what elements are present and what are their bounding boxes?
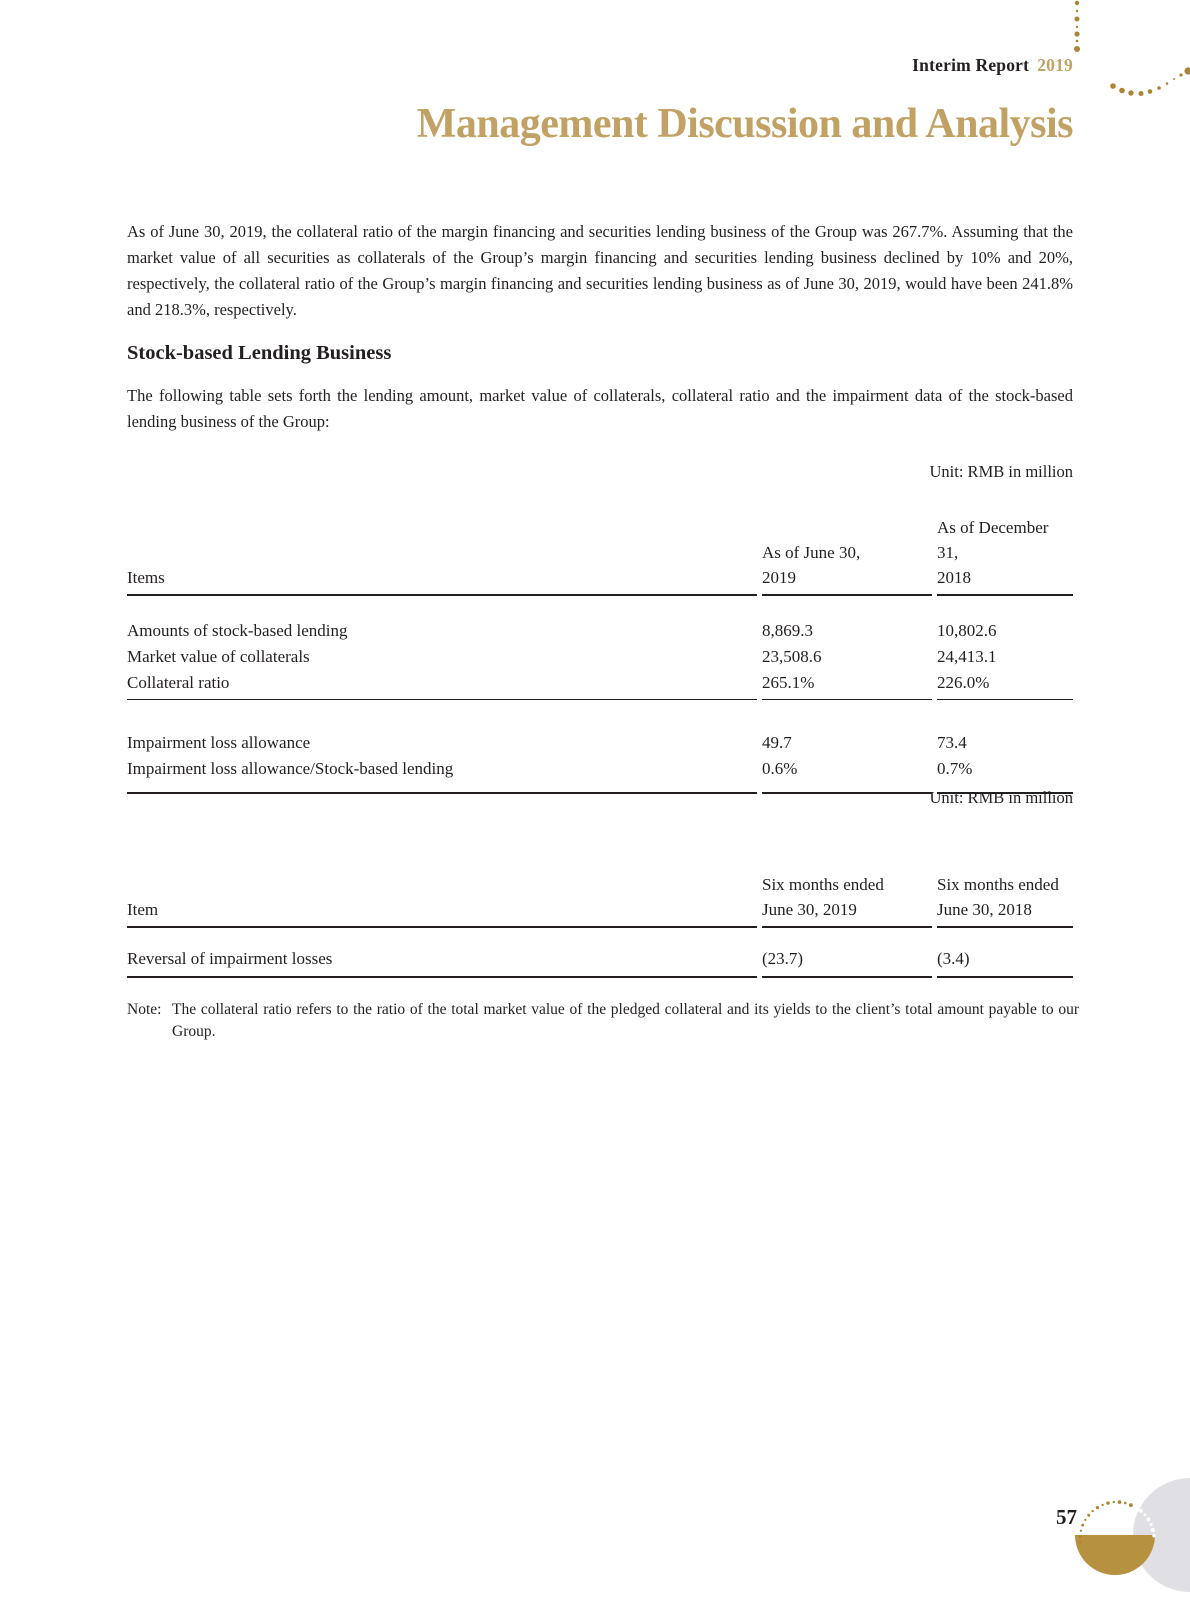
row-label: Reversal of impairment losses	[127, 946, 757, 978]
report-year: 2019	[1037, 55, 1073, 75]
vertical-dot-line	[1074, 1, 1080, 52]
report-header	[912, 55, 1073, 76]
row-label: Market value of collaterals	[127, 647, 310, 666]
row-value-2019: 0.6%	[762, 756, 932, 794]
row-label: Collateral ratio	[127, 670, 757, 700]
row-value-2019: (23.7)	[762, 946, 932, 978]
table-spacer-row	[127, 596, 1073, 618]
table1-col-header-2019: As of June 30, 2019	[762, 503, 932, 596]
row-label: Impairment loss allowance/Stock-based lending	[127, 756, 757, 794]
row-value-2018: 10,802.6	[937, 621, 997, 640]
section-heading: Stock-based Lending Business	[127, 342, 392, 364]
table-row	[127, 670, 1073, 700]
table2-col-header-2018: Six months ended June 30, 2018	[937, 860, 1073, 928]
row-label: Impairment loss allowance	[127, 733, 311, 752]
row-value-2019: 265.1%	[762, 670, 932, 700]
table-spacer-row	[127, 928, 1073, 946]
table1-col-header-2018: As of December 31, 2018	[937, 503, 1073, 596]
row-value-2018: (3.4)	[937, 946, 1073, 978]
bottom-right-corner-decoration	[1040, 1460, 1190, 1615]
row-value-2019: 8,869.3	[762, 621, 813, 640]
table2-col-header-item: Item	[127, 860, 757, 928]
row-value-2018: 226.0%	[937, 670, 1073, 700]
table1-header-row	[127, 503, 1073, 596]
unit-label-table2: Unit: RMB in million	[929, 788, 1073, 807]
table2-col-header-2019: Six months ended June 30, 2019	[762, 860, 932, 928]
footnote	[127, 999, 1079, 1043]
row-value-2018: 0.7%	[937, 756, 1073, 794]
table-row	[127, 946, 1073, 978]
row-value-2019: 49.7	[762, 733, 792, 752]
table1-col-header-items: Items	[127, 503, 757, 596]
table2-header-row	[127, 860, 1073, 928]
footnote-text: The collateral ratio refers to the ratio of the total market value of the pledged collateral and its yields to the client’s total amount payable to our Group.	[172, 1001, 1079, 1040]
row-value-2018: 24,413.1	[937, 647, 997, 666]
impairment-reversal-table	[122, 860, 1078, 978]
section-intro-paragraph: The following table sets forth the lending amount, market value of collaterals, collateral ratio and the impairment data of the stock-based lending business of the Group:	[127, 386, 1073, 431]
table-row	[127, 618, 1073, 644]
page-title: Management Discussion and Analysis	[416, 101, 1073, 147]
row-value-2018: 73.4	[937, 733, 967, 752]
row-value-2019: 23,508.6	[762, 647, 822, 666]
table-spacer-row	[127, 700, 1073, 730]
table-row	[127, 644, 1073, 670]
page-number: 57	[1056, 1505, 1077, 1529]
report-title: Interim Report	[912, 55, 1030, 75]
gold-semicircle	[1075, 1535, 1155, 1575]
row-label: Amounts of stock-based lending	[127, 621, 348, 640]
unit-label-table1: Unit: RMB in million	[929, 462, 1073, 481]
intro-paragraph: As of June 30, 2019, the collateral ratio of the margin financing and securities lending business of the Group was 267.7%. Assuming that the market value of all securities as collaterals of the Group’s margin financing and securities lending business declined by 10% and 20%, respectively, the collateral ratio of the Group’s margin financing and securities lending business as of June 30, 2019, would have been 241.8% and 218.3%, respectively.	[127, 222, 1073, 319]
top-right-dots-decoration	[1060, 0, 1190, 100]
stock-lending-table	[122, 503, 1078, 794]
table-row	[127, 730, 1073, 756]
arc-dot-line	[1110, 67, 1190, 96]
footnote-label: Note:	[127, 1001, 162, 1018]
